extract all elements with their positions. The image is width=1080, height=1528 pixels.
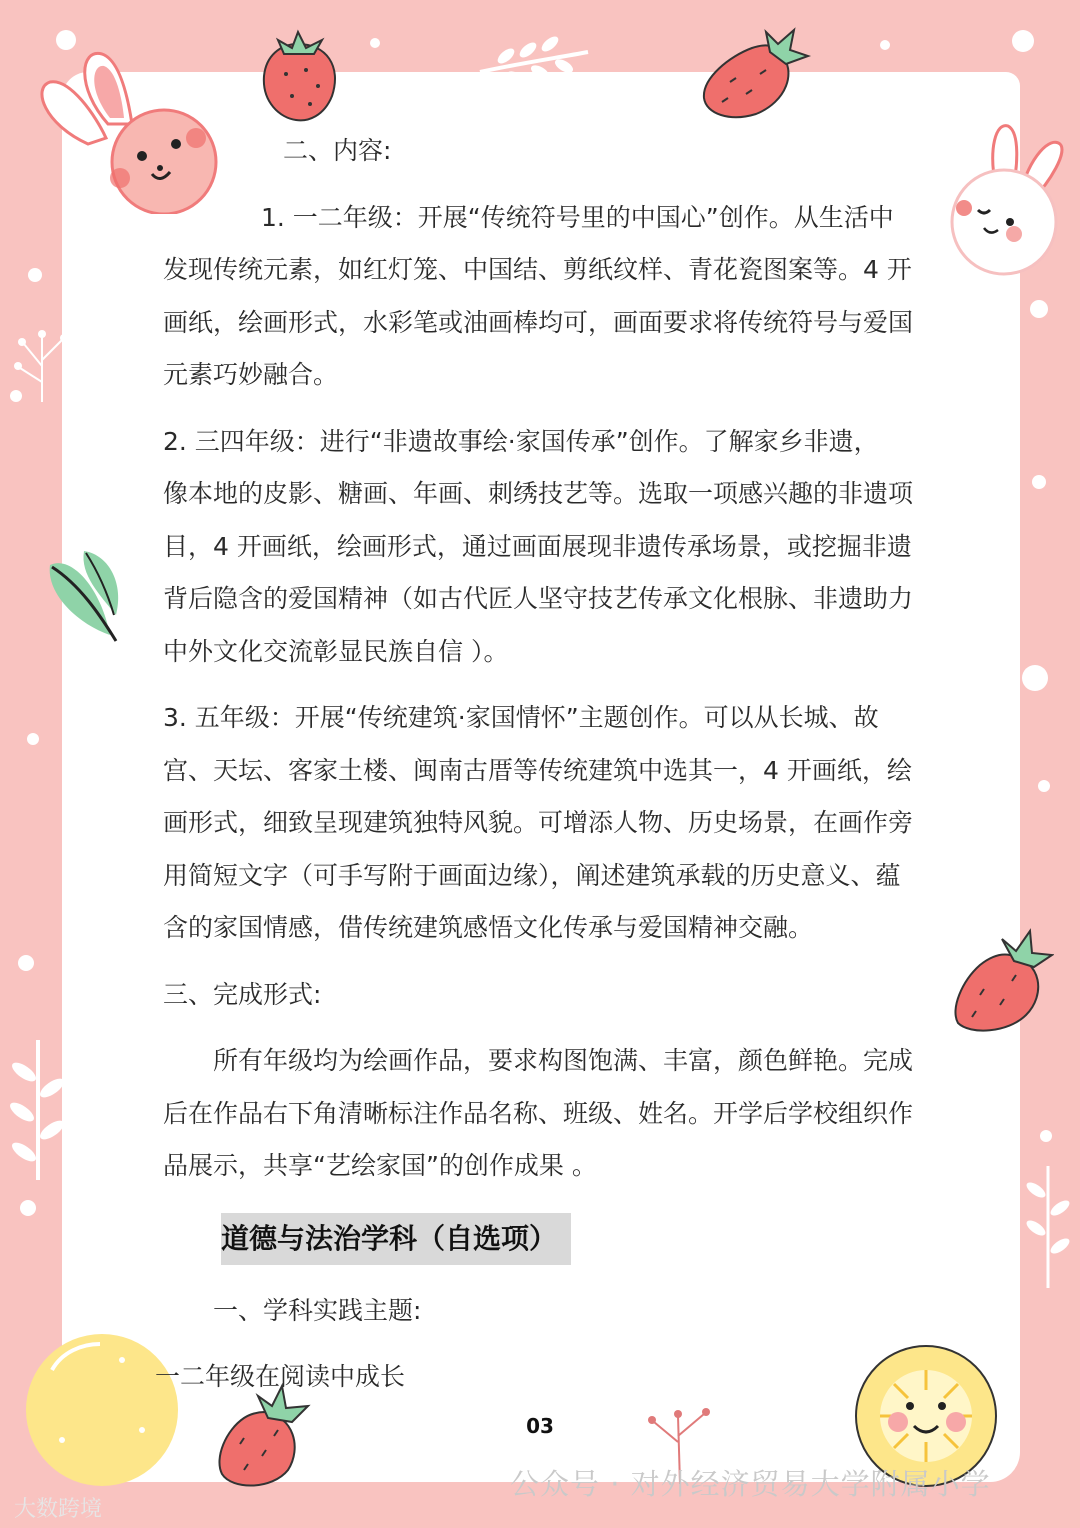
item-1-paragraph xyxy=(163,192,918,402)
decor-dot xyxy=(1032,475,1046,489)
paragraph-line: 2. 三四年级：进行“非遗故事绘·家国传承”创作。了解家乡非遗， xyxy=(163,426,879,456)
paragraph-line: 像本地的皮影、糖画、年画、刺绣技艺等。选取一项感兴趣的非遗项 xyxy=(163,479,914,508)
decor-dot xyxy=(1030,300,1048,318)
strawberry-icon xyxy=(700,22,812,122)
decor-dot xyxy=(18,955,34,971)
fern-icon xyxy=(1020,1160,1076,1290)
item-2-paragraph xyxy=(163,416,918,679)
paragraph-line: 发现传统元素，如红灯笼、中国结、剪纸纹样、青花瓷图案等。4 开 xyxy=(163,255,912,284)
watermark-text: 公众号 · 对外经济贸易大学附属小学 xyxy=(510,1467,991,1501)
leaf-icon xyxy=(40,545,130,645)
decor-dot xyxy=(1038,780,1050,792)
section-heading-content: 二、内容: xyxy=(283,136,392,165)
bunny-icon xyxy=(934,118,1074,278)
subject-heading: 道德与法治学科（自选项） xyxy=(221,1213,571,1265)
decor-dot xyxy=(20,1200,36,1216)
paragraph-line: 含的家国情感，借传统建筑感悟文化传承与爱国精神交融。 xyxy=(163,913,814,942)
paragraph-line: 画形式，细致呈现建筑独特风貌。可增添人物、历史场景，在画作旁 xyxy=(163,808,914,837)
paragraph-line: 用简短文字（可手写附于画面边缘），阐述建筑承载的历史意义、蕴 xyxy=(163,860,901,890)
leaf-branch-icon xyxy=(476,28,592,84)
grade12-topic: 一二年级在阅读中成长 xyxy=(155,1362,406,1391)
paragraph-line: 画纸，绘画形式，水彩笔或油画棒均可，画面要求将传统符号与爱国 xyxy=(163,307,914,337)
paragraph-line: 所有年级均为绘画作品，要求构图饱满、丰富，颜色鲜艳。完成 xyxy=(213,1046,914,1075)
section-heading-format: 三、完成形式: xyxy=(163,979,322,1009)
sprig-icon xyxy=(12,326,72,406)
paragraph-line: 背后隐含的爱国精神（如古代匠人坚守技艺传承文化根脉、非遗助力 xyxy=(163,584,914,613)
paragraph-line: 1. 一二年级：开展“传统符号里的中国心”创作。从生活中 xyxy=(261,202,894,232)
decor-dot xyxy=(27,733,39,745)
item-3-paragraph xyxy=(163,692,918,955)
paragraph-line: 后在作品右下角清晰标注作品名称、班级、姓名。开学后学校组织作 xyxy=(163,1098,914,1128)
document-body xyxy=(155,125,918,1404)
decor-dot xyxy=(880,40,890,50)
decor-dot xyxy=(1022,665,1048,691)
practice-heading: 一、学科实践主题: xyxy=(213,1295,422,1325)
paragraph-line: 目，4 开画纸，绘画形式，通过画面展现非遗传承场景，或挖掘非遗 xyxy=(163,531,912,561)
page-number: 03 xyxy=(526,1414,554,1438)
format-paragraph xyxy=(163,1035,918,1193)
decor-dot xyxy=(370,38,380,48)
paragraph-line: 中外文化交流彰显民族自信 ）。 xyxy=(163,636,509,666)
decor-dot xyxy=(1012,30,1034,52)
decor-dot xyxy=(28,268,42,282)
paragraph-line: 3. 五年级：开展“传统建筑·家国情怀”主题创作。可以从长城、故 xyxy=(163,703,879,732)
fern-icon xyxy=(2,1032,72,1182)
strawberry-icon xyxy=(950,925,1054,1035)
strawberry-icon xyxy=(256,26,340,122)
corner-watermark: 大数跨境 xyxy=(14,1497,103,1522)
paragraph-line: 宫、天坛、客家土楼、闽南古厝等传统建筑中选其一，4 开画纸，绘 xyxy=(163,755,912,785)
paragraph-line: 元素巧妙融合。 xyxy=(163,360,339,389)
decor-dot xyxy=(1040,1130,1052,1142)
paragraph-line: 品展示，共享“艺绘家国”的创作成果 。 xyxy=(163,1151,597,1180)
